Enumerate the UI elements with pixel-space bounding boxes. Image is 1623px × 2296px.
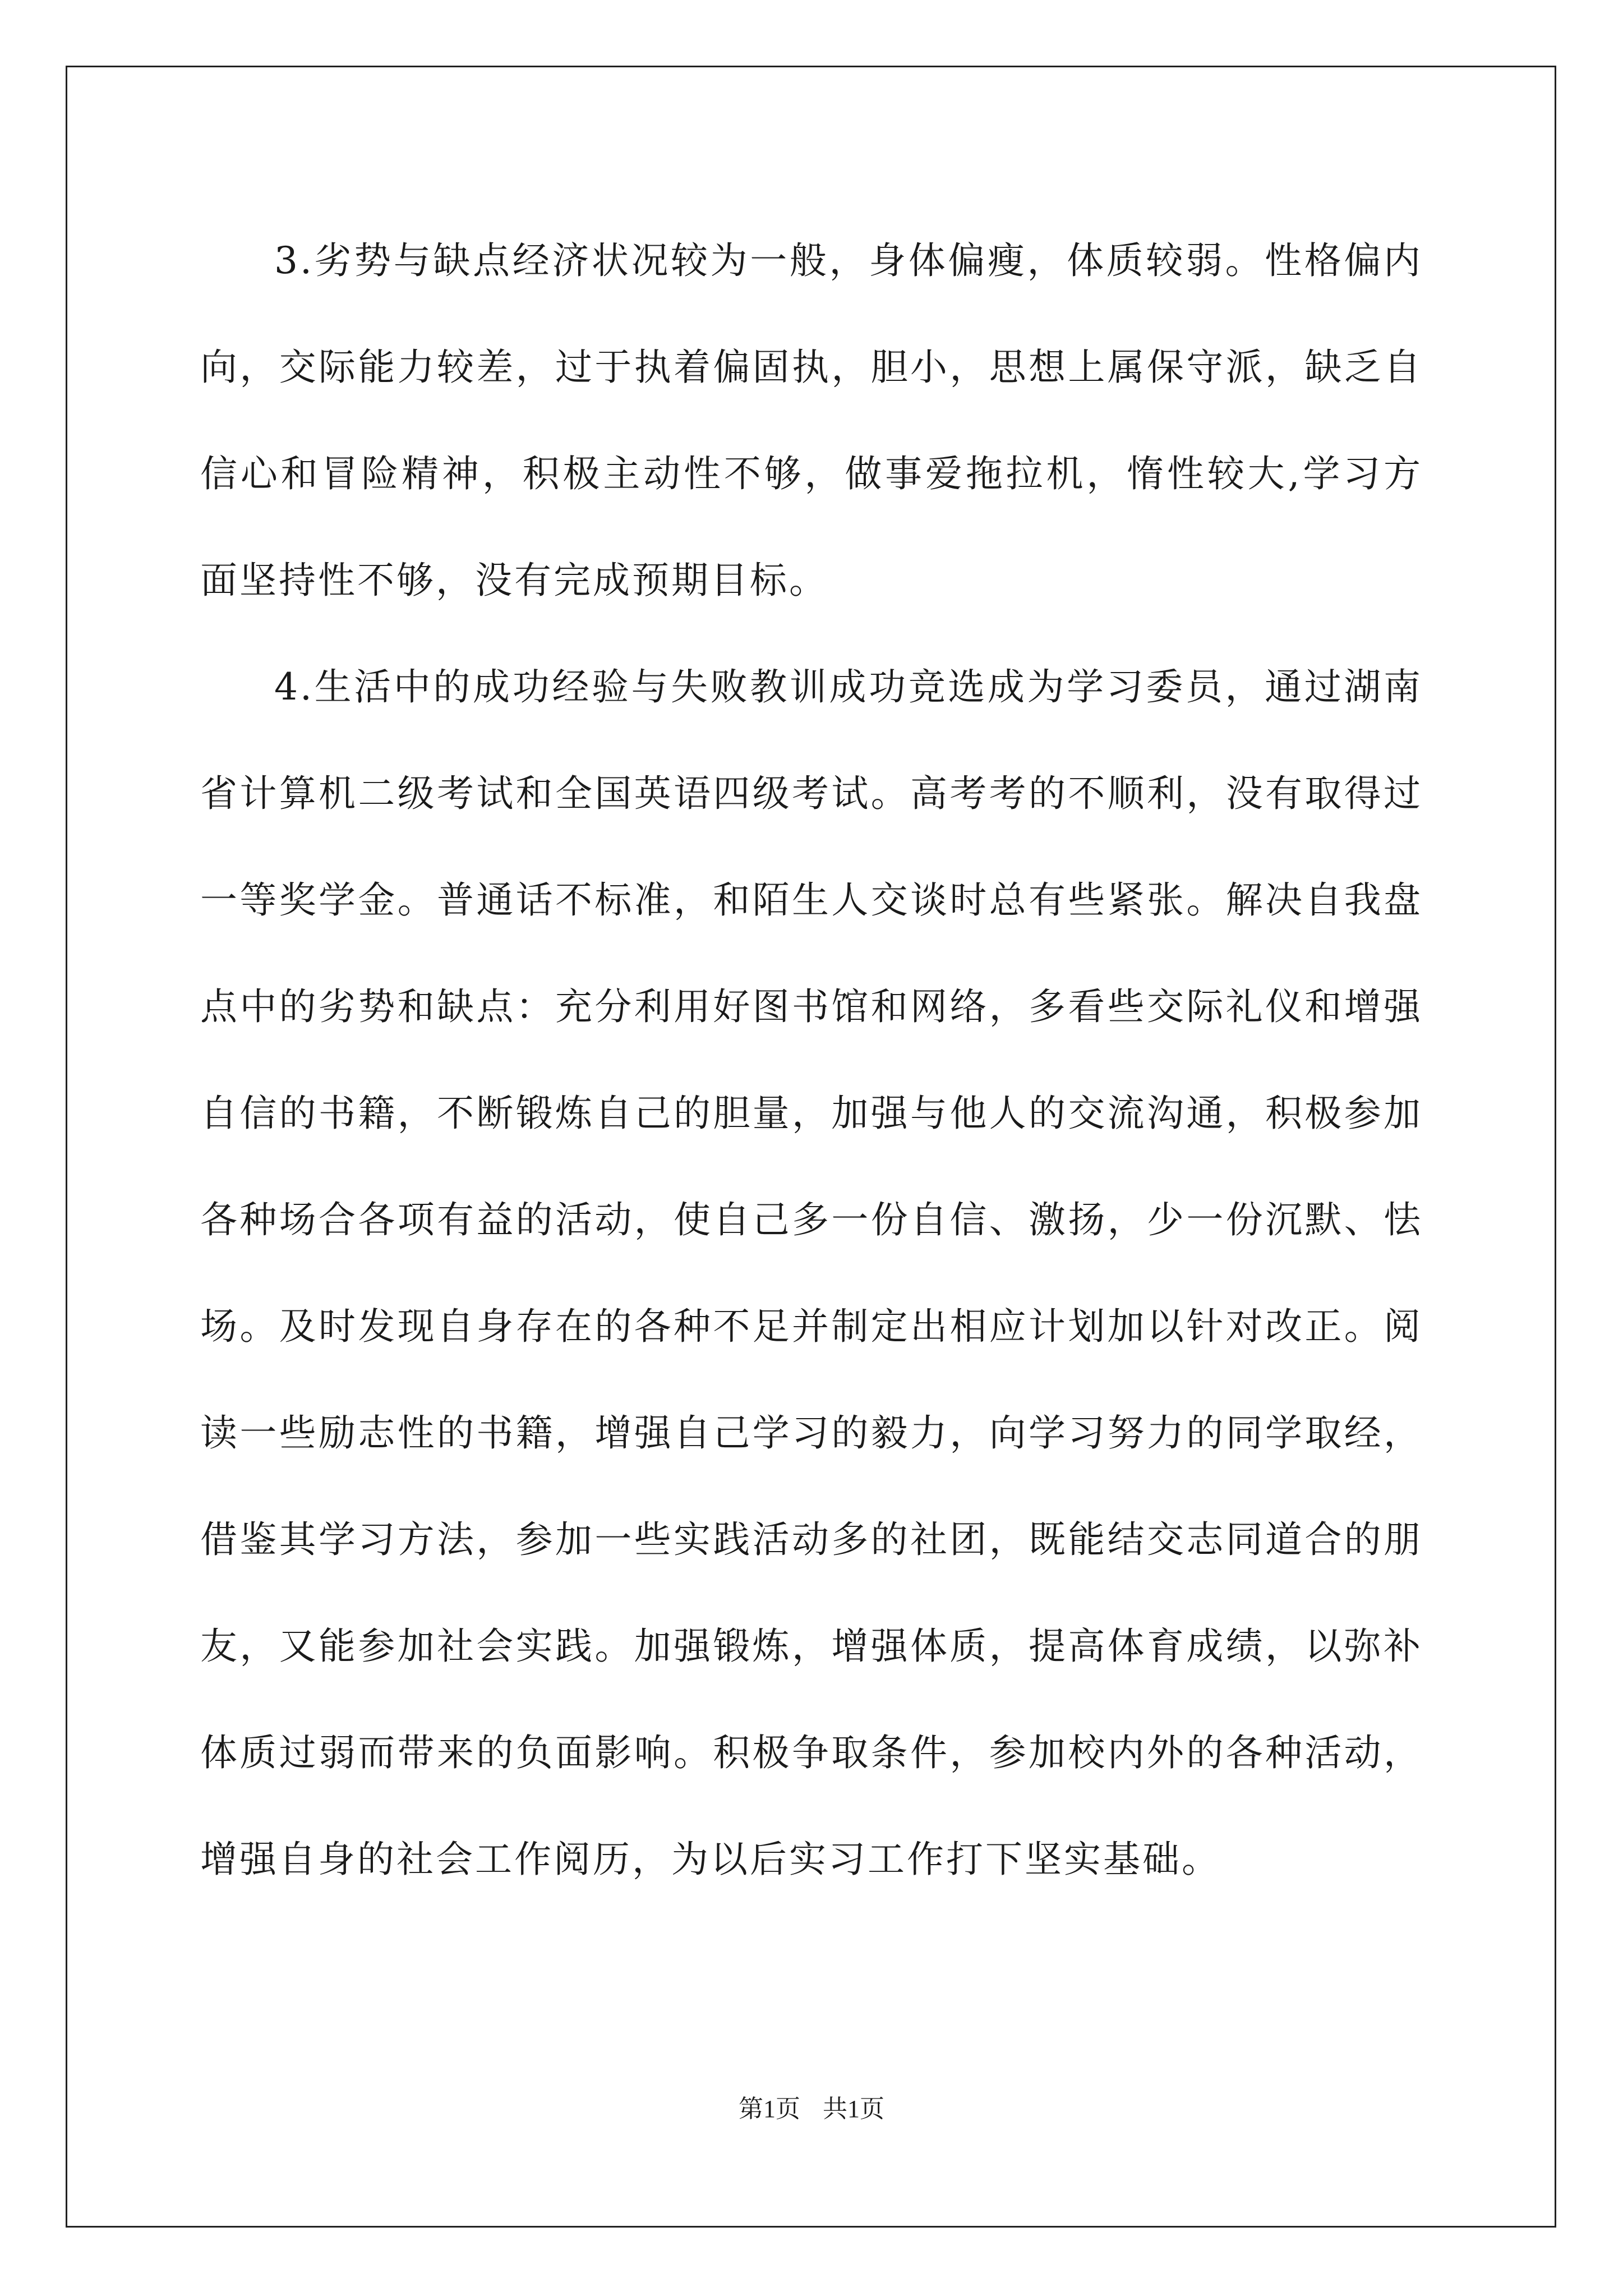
page-number: 第1页 bbox=[739, 2095, 800, 2123]
page-total: 共1页 bbox=[823, 2095, 884, 2123]
document-body bbox=[200, 208, 1423, 1913]
paragraph-4-experience: 4.生活中的成功经验与失败教训成功竞选成为学习委员，通过湖南省计算机二级考试和全国英语四级考试。高考考的不顺利，没有取得过一等奖学金。普通话不标准，和陌生人交谈时总有些紧张。解决自我盘点中的劣势和缺点：充分利用好图书馆和网络，多看些交际礼仪和增强自信的书籍，不断锻炼自己的胆量，加强与他人的交流沟通，积极参加各种场合各项有益的活动，使自己多一份自信、激扬，少一份沉默、怯场。及时发现自身存在的各种不足并制定出相应计划加以针对改正。阅读一些励志性的书籍，增强自己学习的毅力，向学习努力的同学取经，借鉴其学习方法，参加一些实践活动多的社团，既能结交志同道合的朋友，又能参加社会实践。加强锻炼，增强体质，提高体育成绩，以弥补体质过弱而带来的负面影响。积极争取条件，参加校内外的各种活动，增强自身的社会工作阅历，为以后实习工作打下坚实基础。 bbox=[200, 665, 1423, 1881]
paragraph-3-weaknesses: 3.劣势与缺点经济状况较为一般，身体偏瘦，体质较弱。性格偏内向，交际能力较差，过于执着偏固执，胆小，思想上属保守派，缺乏自信心和冒险精神，积极主动性不够，做事爱拖拉机，惰性较大,学习方面坚持性不够，没有完成预期目标。 bbox=[200, 239, 1423, 602]
page-footer bbox=[0, 2092, 1623, 2126]
